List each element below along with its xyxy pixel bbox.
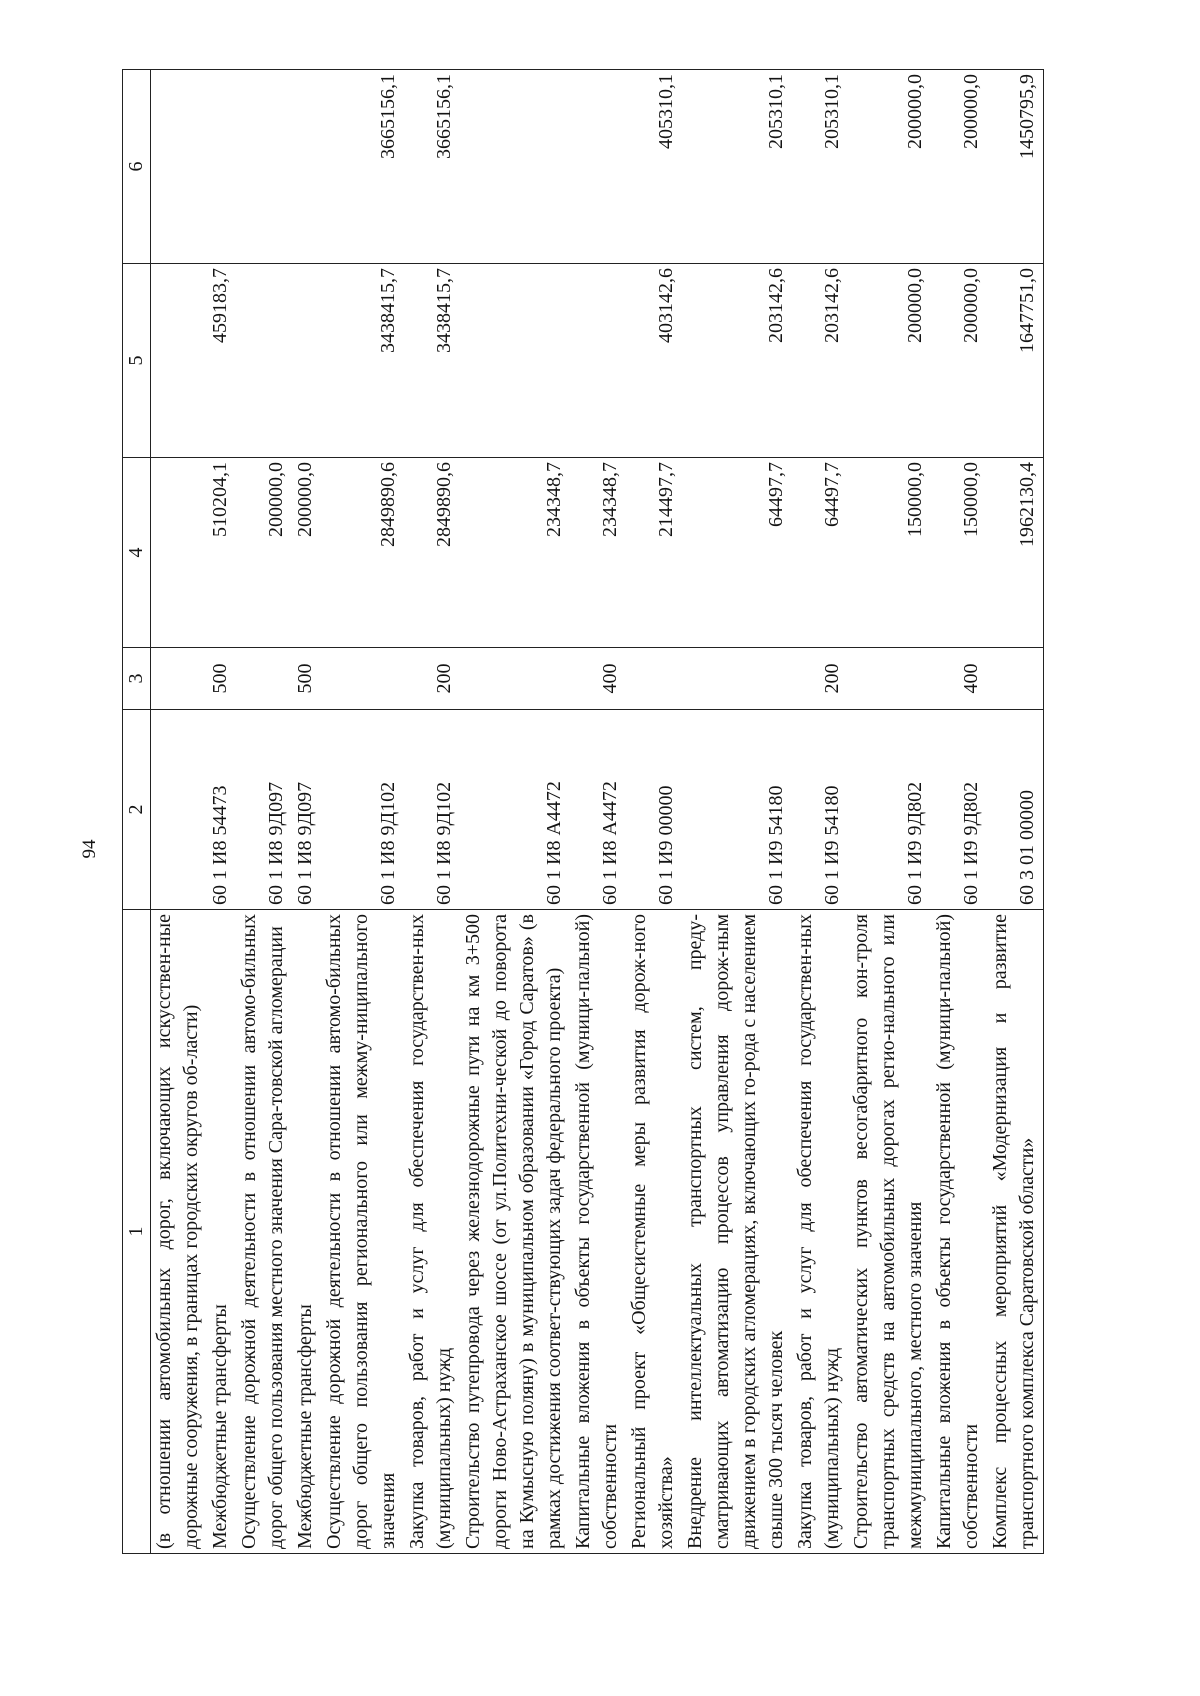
row-value-4: 2849890,6 [321, 458, 404, 648]
row-expense-type [848, 648, 931, 710]
table-row [151, 70, 208, 1554]
table-row [207, 70, 236, 1554]
table-row [931, 70, 987, 1554]
row-expense-type [236, 648, 292, 710]
row-code: 60 1 И8 9Д097 [236, 710, 292, 910]
page-number: 94 [79, 839, 100, 859]
row-code: 60 1 И8 9Д097 [292, 710, 321, 910]
row-value-6: 1450795,9 [987, 70, 1044, 264]
row-value-4: 1962130,4 [987, 458, 1044, 648]
row-value-5: 3438415,7 [404, 264, 460, 458]
row-value-6: 405310,1 [626, 70, 682, 264]
row-value-6: 200000,0 [931, 70, 987, 264]
row-value-6: 3665156,1 [321, 70, 404, 264]
row-expense-type [987, 648, 1044, 710]
row-code: 60 1 И9 00000 [626, 710, 682, 910]
row-expense-type: 500 [292, 648, 321, 710]
row-value-6: 200000,0 [848, 70, 931, 264]
header-col-4: 4 [123, 458, 151, 648]
row-value-5: 200000,0 [931, 264, 987, 458]
row-name: Закупка товаров, работ и услуг для обеспечения государствен-ных (муниципальных) нужд [792, 910, 848, 1554]
row-code: 60 1 И8 А4472 [570, 710, 626, 910]
row-value-5: 203142,6 [792, 264, 848, 458]
row-code: 60 1 И8 9Д102 [404, 710, 460, 910]
row-value-4: 150000,0 [848, 458, 931, 648]
row-value-4: 64497,7 [682, 458, 792, 648]
row-value-5 [236, 264, 292, 458]
row-name: Межбюджетные трансферты [207, 910, 236, 1554]
column-number-header [123, 70, 151, 1554]
table-row [848, 70, 931, 1554]
table-row [292, 70, 321, 1554]
row-name: Капитальные вложения в объекты государственной (муници-пальной) собственности [570, 910, 626, 1554]
row-value-5: 403142,6 [626, 264, 682, 458]
row-value-6 [570, 70, 626, 264]
row-value-5 [570, 264, 626, 458]
table-row [792, 70, 848, 1554]
row-value-5: 200000,0 [848, 264, 931, 458]
row-value-4 [151, 458, 208, 648]
row-expense-type: 400 [570, 648, 626, 710]
row-value-5 [460, 264, 570, 458]
row-name: Закупка товаров, работ и услуг для обеспечения государствен-ных (муниципальных) нужд [404, 910, 460, 1554]
row-value-5: 459183,7 [207, 264, 236, 458]
row-name: Строительство автоматических пунктов весогабаритного кон-троля транспортных средств на автомобильных дорогах регио-нального или межмуниципального, местного значения [848, 910, 931, 1554]
row-name: Капитальные вложения в объекты государственной (муници-пальной) собственности [931, 910, 987, 1554]
table-row [460, 70, 570, 1554]
table-row [404, 70, 460, 1554]
row-value-4: 64497,7 [792, 458, 848, 648]
row-value-5: 3438415,7 [321, 264, 404, 458]
row-value-5: 1647751,0 [987, 264, 1044, 458]
row-code: 60 1 И9 9Д802 [931, 710, 987, 910]
row-value-5: 203142,6 [682, 264, 792, 458]
table-row [626, 70, 682, 1554]
row-expense-type: 200 [404, 648, 460, 710]
row-expense-type [460, 648, 570, 710]
row-code: 60 3 01 00000 [987, 710, 1044, 910]
row-value-4: 510204,1 [207, 458, 236, 648]
table-row [570, 70, 626, 1554]
table-row [682, 70, 792, 1554]
row-value-4: 234348,7 [570, 458, 626, 648]
row-expense-type: 200 [792, 648, 848, 710]
header-col-6: 6 [123, 70, 151, 264]
row-name: Внедрение интеллектуальных транспортных систем, преду-сматривающих автоматизацию процессов управления дорож-ным движением в городских агломерациях, включающих го-рода с населением свыше 300 тысяч человек [682, 910, 792, 1554]
rotated-table [122, 70, 1044, 1554]
row-name: Комплекс процессных мероприятий «Модернизация и развитие транспортного комплекса Саратовской области» [987, 910, 1044, 1554]
row-expense-type: 500 [207, 648, 236, 710]
row-value-6 [292, 70, 321, 264]
table-row [236, 70, 292, 1554]
row-value-6: 205310,1 [792, 70, 848, 264]
row-name: Строительство путепровода через железнодорожные пути на км 3+500 дороги Ново-Астраханское шоссе (от ул.Политехни-ческой до поворота на Кумысную поляну) в муниципальном образовании «Город Саратов» (в рамках достижения соответ-ствующих задач федерального проекта) [460, 910, 570, 1554]
row-code: 60 1 И8 54473 [207, 710, 236, 910]
row-value-4: 200000,0 [236, 458, 292, 648]
row-value-6 [151, 70, 208, 264]
header-col-2: 2 [123, 710, 151, 910]
row-code: 60 1 И9 9Д802 [848, 710, 931, 910]
row-expense-type [682, 648, 792, 710]
row-code: 60 1 И9 54180 [682, 710, 792, 910]
row-value-5 [151, 264, 208, 458]
budget-table [122, 69, 1044, 1554]
row-expense-type [151, 648, 208, 710]
header-col-5: 5 [123, 264, 151, 458]
row-value-4: 200000,0 [292, 458, 321, 648]
row-value-4: 234348,7 [460, 458, 570, 648]
header-col-3: 3 [123, 648, 151, 710]
row-code [151, 710, 208, 910]
row-value-6: 3665156,1 [404, 70, 460, 264]
table-container [122, 70, 1200, 1549]
row-value-4: 150000,0 [931, 458, 987, 648]
row-value-6 [207, 70, 236, 264]
row-name: (в отношении автомобильных дорог, включающих искусствен-ные дорожные сооружения, в границах городских округов об-ласти) [151, 910, 208, 1554]
table-row [987, 70, 1044, 1554]
row-expense-type [626, 648, 682, 710]
row-value-4: 2849890,6 [404, 458, 460, 648]
row-value-5 [292, 264, 321, 458]
header-col-1: 1 [123, 910, 151, 1554]
row-expense-type: 400 [931, 648, 987, 710]
row-value-6 [236, 70, 292, 264]
row-name: Межбюджетные трансферты [292, 910, 321, 1554]
row-code: 60 1 И9 54180 [792, 710, 848, 910]
table-row [321, 70, 404, 1554]
row-value-6: 205310,1 [682, 70, 792, 264]
row-expense-type [321, 648, 404, 710]
row-name: Осуществление дорожной деятельности в отношении автомо-бильных дорог общего пользования регионального или межму-ниципального значения [321, 910, 404, 1554]
row-name: Региональный проект «Общесистемные меры развития дорож-ного хозяйства» [626, 910, 682, 1554]
row-code: 60 1 И8 9Д102 [321, 710, 404, 910]
row-code: 60 1 И8 А4472 [460, 710, 570, 910]
row-value-6 [460, 70, 570, 264]
row-name: Осуществление дорожной деятельности в отношении автомо-бильных дорог общего пользования местного значения Сара-товской агломерации [236, 910, 292, 1554]
row-value-4: 214497,7 [626, 458, 682, 648]
